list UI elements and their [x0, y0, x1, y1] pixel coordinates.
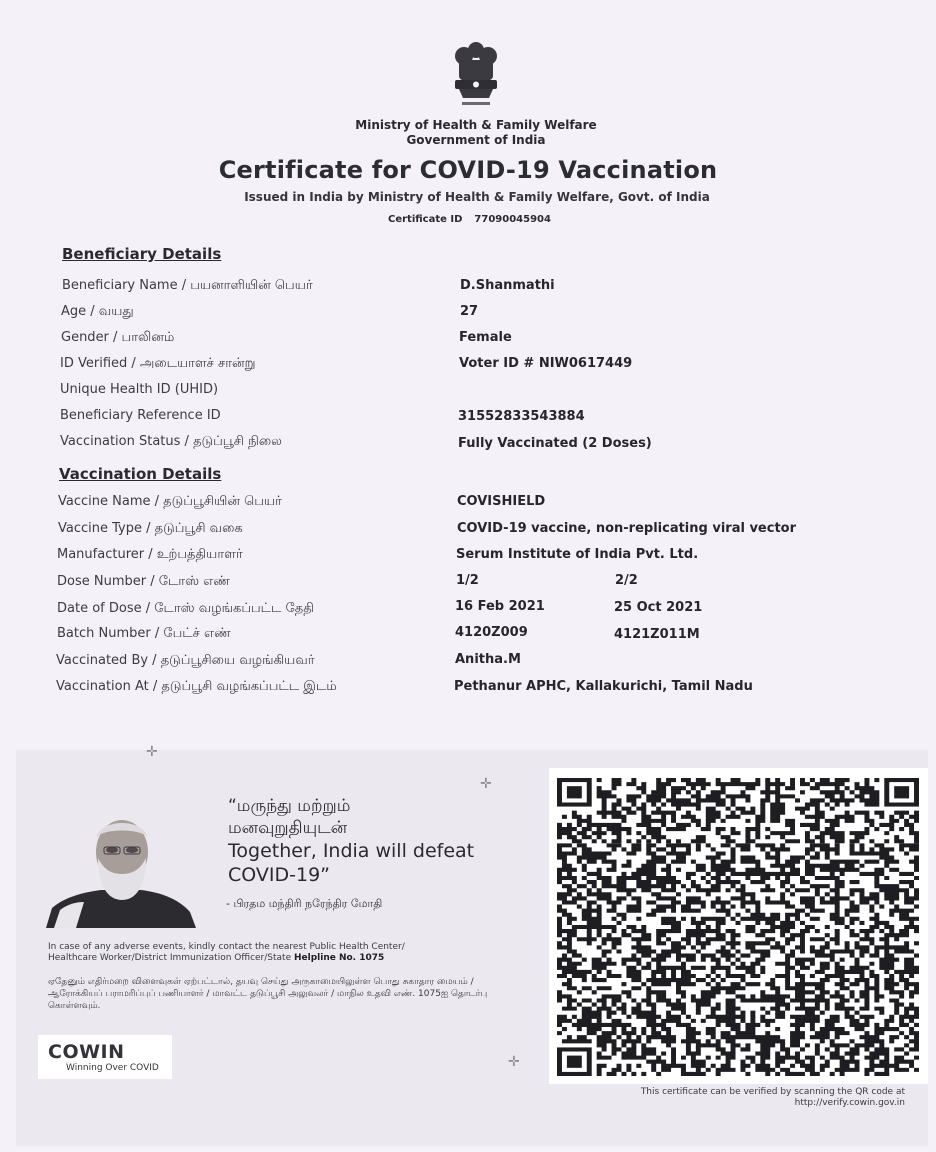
quote-english-line2: COVID-19”: [228, 864, 330, 886]
quote-tamil-line2: மனவுறுதியுடன்: [228, 818, 348, 838]
batch-number-label: Batch Number / பேட்ச் எண்: [57, 626, 231, 641]
beneficiary-heading: Beneficiary Details: [62, 245, 222, 263]
cowin-logo: COWIN: [48, 1041, 125, 1063]
beneficiary-reference-value: 31552833543884: [458, 409, 585, 424]
vaccination-status-value: Fully Vaccinated (2 Doses): [458, 436, 652, 451]
vaccine-name-label: Vaccine Name / தடுப்பூசியின் பெயர்: [58, 494, 282, 509]
adverse-events-notice-tamil: ஏதேனும் எதிர்மறை விளைவுகள் ஏற்பட்டால், தயவு செய்து அருகாமையிலுள்ள பொது சுகாதார மையம் / ஆரோக்கியப் பராமரிப்புப் பணியாளர் / மாவட்ட தடுப்பூசி அலுவலர் / மாநில உதவி எண். 1075ஐ தொடர்பு கொள்ளவும்.: [48, 977, 488, 1011]
dose2-number: 2/2: [615, 573, 638, 588]
registration-mark-icon: ✛: [508, 1054, 520, 1070]
qr-finder-pattern-2: [567, 1056, 582, 1068]
quote-attribution: - பிரதம மந்திரி நரேந்திர மோதி: [226, 897, 383, 910]
vaccinated-by-label: Vaccinated By / தடுப்பூசியை வழங்கியவர்: [56, 653, 315, 668]
quote-tamil-line1: “மருந்து மற்றும்: [228, 796, 351, 816]
qr-modules: [557, 778, 919, 1076]
age-label: Age / வயது: [61, 304, 134, 319]
date-of-dose-label: Date of Dose / டோஸ் வழங்கப்பட்ட தேதி: [57, 601, 314, 616]
adverse-line2: Healthcare Worker/District Immunization Officer/State: [48, 953, 292, 963]
age-value: 27: [460, 304, 479, 319]
gender-value: Female: [459, 330, 512, 345]
verify-note-line1: This certificate can be verified by scanning the QR code at: [640, 1087, 905, 1097]
verify-note: [580, 1087, 905, 1109]
id-verified-value: Voter ID # NIW0617449: [459, 356, 633, 371]
certificate-id-label: Certificate ID: [388, 214, 463, 225]
beneficiary-name-value: D.Shanmathi: [460, 278, 555, 293]
qr-finder-pattern-0: [567, 786, 582, 798]
id-verified-label: ID Verified / அடையாளச் சான்று: [60, 356, 256, 371]
dose-number-label: Dose Number / டோஸ் எண்: [57, 574, 230, 589]
vaccine-type-label: Vaccine Type / தடுப்பூசி வகை: [58, 521, 243, 536]
dose2-date: 25 Oct 2021: [614, 600, 703, 615]
qr-finder-pattern-1: [894, 786, 909, 798]
vaccine-name-value: COVISHIELD: [457, 494, 546, 509]
beneficiary-name-label: Beneficiary Name / பயனாளியின் பெயர்: [62, 278, 313, 293]
beneficiary-reference-label: Beneficiary Reference ID: [60, 408, 221, 423]
uhid-label: Unique Health ID (UHID): [60, 382, 219, 397]
issued-by: Issued in India by Ministry of Health & Family Welfare, Govt. of India: [244, 190, 710, 204]
manufacturer-value: Serum Institute of India Pvt. Ltd.: [456, 547, 699, 562]
vaccinated-at-value: Pethanur APHC, Kallakurichi, Tamil Nadu: [454, 679, 753, 694]
vaccinated-at-label: Vaccination At / தடுப்பூசி வழங்கப்பட்ட இடம்: [56, 679, 337, 694]
cowin-tagline: Winning Over COVID: [66, 1063, 159, 1073]
certificate-id: [388, 214, 551, 225]
government-name: Government of India: [406, 133, 546, 147]
certificate-title: Certificate for COVID-19 Vaccination: [218, 156, 718, 184]
certificate-id-value: 77090045904: [474, 214, 551, 225]
vaccination-heading: Vaccination Details: [59, 465, 222, 483]
dose1-date: 16 Feb 2021: [455, 599, 545, 614]
prime-minister-portrait: [46, 808, 196, 928]
dose1-batch: 4120Z009: [455, 625, 528, 640]
vaccinated-by-value: Anitha.M: [455, 652, 521, 667]
vaccination-status-label: Vaccination Status / தடுப்பூசி நிலை: [60, 434, 282, 449]
ministry-name: Ministry of Health & Family Welfare: [355, 118, 597, 132]
manufacturer-label: Manufacturer / உற்பத்தியாளர்: [57, 547, 243, 562]
registration-mark-icon: ✛: [146, 744, 158, 760]
vaccine-type-value: COVID-19 vaccine, non-replicating viral vector: [457, 521, 797, 536]
pm-quote: [228, 795, 474, 887]
registration-mark-icon: ✛: [480, 776, 492, 792]
dose2-batch: 4121Z011M: [614, 627, 700, 642]
adverse-events-notice: [48, 942, 528, 964]
verify-url[interactable]: http://verify.cowin.gov.in: [794, 1098, 905, 1108]
adverse-line1: In case of any adverse events, kindly contact the nearest Public Health Center/: [48, 942, 405, 952]
verification-qr-code[interactable]: [557, 778, 919, 1076]
gender-label: Gender / பாலினம்: [61, 330, 175, 345]
quote-english-line1: Together, India will defeat: [228, 840, 475, 862]
national-emblem-icon: [447, 40, 505, 112]
dose1-number: 1/2: [456, 573, 479, 588]
helpline-number: Helpline No. 1075: [293, 953, 385, 963]
